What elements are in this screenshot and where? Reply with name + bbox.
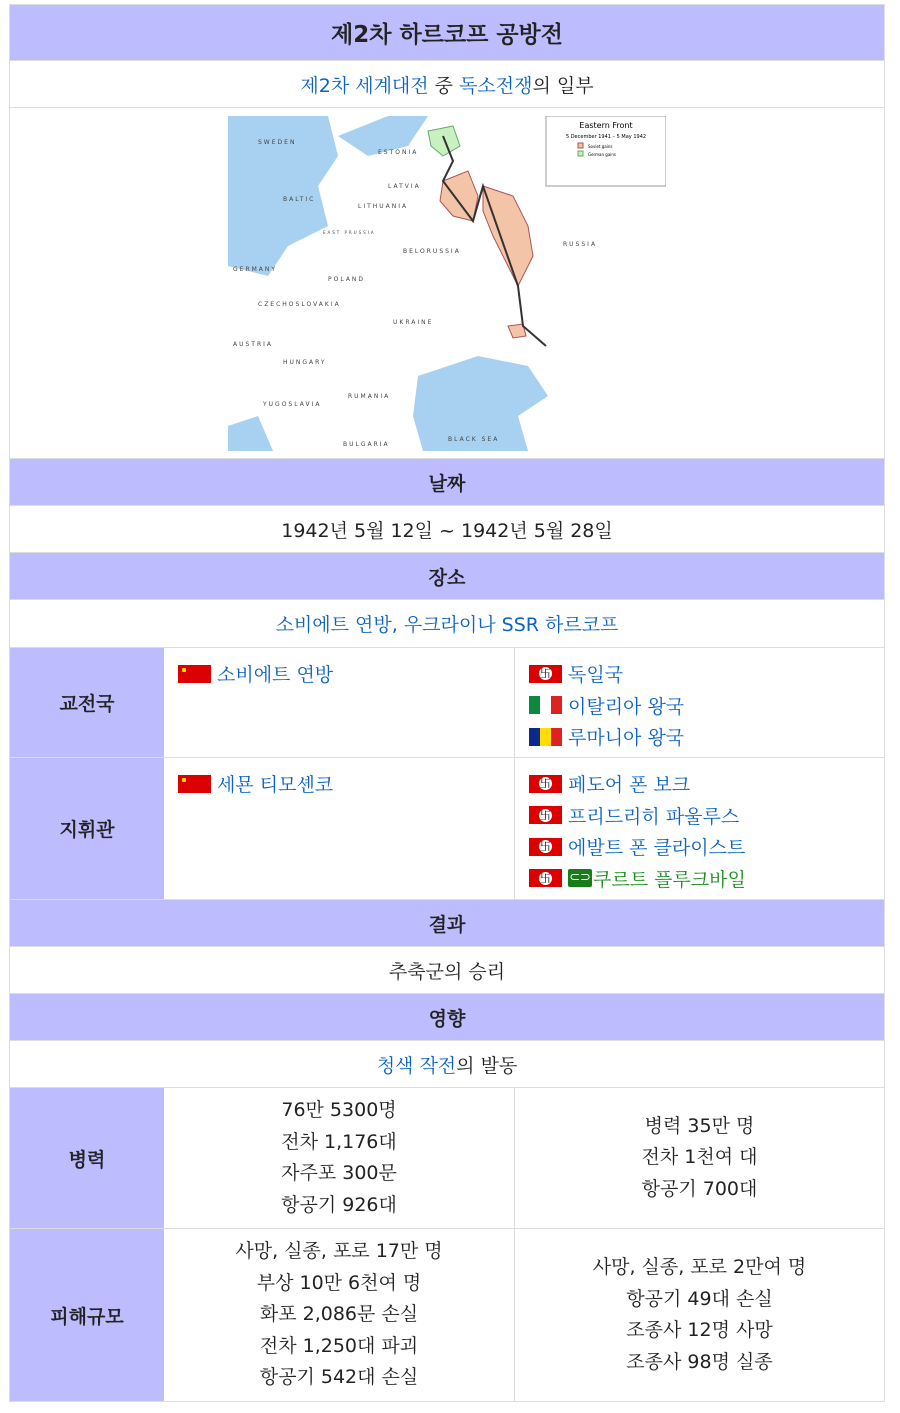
link-paulus[interactable]: 프리드리히 파울루스: [568, 805, 740, 828]
place-link[interactable]: 소비에트 연방, 우크라이나 SSR 하르코프: [275, 614, 619, 636]
date-header: 날짜: [10, 458, 884, 505]
link-pflugbeil[interactable]: 쿠르트 플루크바일: [593, 868, 746, 891]
casualty-line: 조종사 12명 사망: [626, 1319, 773, 1341]
soviet-gains-1: [440, 171, 478, 221]
commanders-side1: [164, 758, 515, 899]
strength-line: 76만 5300명: [281, 1099, 397, 1121]
place-row: [10, 599, 884, 647]
result-header: 결과: [10, 899, 884, 946]
link-romania[interactable]: 루마니아 왕국: [568, 727, 685, 750]
map-label: LITHUANIA: [358, 202, 409, 210]
map-label: GERMANY: [233, 265, 278, 273]
map-label: BULGARIA: [343, 440, 390, 448]
link-germany[interactable]: 독일국: [568, 664, 624, 687]
map-label: BELORUSSIA: [403, 247, 461, 255]
casualties-row: [10, 1228, 884, 1401]
map-label: LATVIA: [388, 182, 421, 190]
commanders-side2: [515, 758, 884, 899]
belligerents-side2: [515, 648, 884, 757]
link-eastern-front[interactable]: 독소전쟁: [459, 74, 533, 97]
map-label: RUMANIA: [348, 392, 391, 400]
strength-side2: [515, 1088, 884, 1228]
casualty-line: 항공기 49대 손실: [626, 1287, 773, 1310]
strength-line: 자주포 300문: [281, 1162, 397, 1184]
legend-soviet-swatch: [578, 143, 583, 148]
map-label: EAST PRUSSIA: [323, 229, 376, 235]
strength-line: 전차 1,176대: [281, 1130, 397, 1153]
legend-german: German gains: [588, 151, 617, 157]
commanders-row: [10, 757, 884, 899]
map-label: UKRAINE: [393, 318, 434, 326]
strength-line: 전차 1천여 대: [641, 1146, 758, 1169]
map-label: HUNGARY: [283, 358, 327, 366]
belligerents-label: 교전국: [10, 648, 164, 757]
external-link-icon: ⊂⊃: [569, 870, 591, 886]
map-label: CZECHOSLOVAKIA: [258, 300, 341, 308]
casualties-side1: [164, 1229, 515, 1401]
ussr-flag-icon: [178, 775, 211, 793]
link-ussr[interactable]: 소비에트 연방: [217, 664, 334, 687]
eastern-front-map[interactable]: [228, 116, 666, 451]
legend-soviet: Soviet gains: [588, 143, 613, 149]
map-label: RUSSIA: [563, 240, 598, 248]
map-label: BLACK SEA: [448, 435, 500, 443]
soviet-gains-2: [483, 186, 533, 286]
strength-line: 항공기 926대: [281, 1193, 397, 1216]
germany-flag-icon: 卐: [529, 775, 562, 793]
place-header: 장소: [10, 552, 884, 599]
strength-line: 병력 35만 명: [644, 1114, 755, 1137]
legend-german-swatch: [578, 151, 583, 156]
casualty-line: 화포 2,086문 손실: [259, 1303, 419, 1326]
date-value: 1942년 5월 12일 ~ 1942년 5월 28일: [10, 505, 884, 552]
casualty-line: 사망, 실종, 포로 17만 명: [235, 1240, 443, 1263]
strength-label: 병력: [10, 1088, 164, 1228]
map-label: YUGOSLAVIA: [263, 400, 322, 408]
infobox-title: 제2차 하르코프 공방전: [10, 5, 884, 60]
romania-flag-icon: [529, 728, 562, 746]
subtitle-text: 중: [428, 74, 460, 97]
germany-flag-icon: 卐: [529, 806, 562, 824]
infobox: [9, 4, 885, 1402]
belligerents-row: [10, 647, 884, 757]
strength-side1: [164, 1088, 515, 1228]
legend-title: Eastern Front: [579, 120, 633, 130]
map-label: SWEDEN: [258, 138, 297, 146]
italy-flag-icon: [529, 696, 562, 714]
germany-flag-icon: 卐: [529, 869, 562, 887]
link-italy[interactable]: 이탈리아 왕국: [568, 695, 685, 718]
casualties-side2: [515, 1229, 884, 1401]
germany-flag-icon: 卐: [529, 665, 562, 683]
germany-flag-icon: 卐: [529, 838, 562, 856]
map-label: BALTIC: [283, 195, 316, 203]
strength-line: 항공기 700대: [641, 1177, 758, 1200]
casualty-line: 부상 10만 6천여 명: [256, 1271, 422, 1294]
map-row: [10, 107, 884, 458]
map-label: POLAND: [328, 275, 366, 283]
link-bock[interactable]: 페도어 폰 보크: [568, 774, 691, 797]
link-case-blue[interactable]: 청색 작전: [376, 1054, 457, 1077]
legend-dates: 5 December 1941 – 5 May 1942: [565, 133, 647, 140]
link-kleist[interactable]: 에발트 폰 클라이스트: [568, 837, 746, 860]
impact-row: [10, 1040, 884, 1087]
casualty-line: 항공기 542대 손실: [259, 1366, 419, 1389]
map-label: AUSTRIA: [233, 340, 274, 348]
belligerents-side1: [164, 648, 515, 757]
casualty-line: 사망, 실종, 포로 2만여 명: [592, 1256, 807, 1278]
subtitle-tail: 의 일부: [532, 74, 594, 97]
map-label: ESTONIA: [378, 148, 419, 156]
strength-row: [10, 1087, 884, 1228]
link-timoshenko[interactable]: 세묜 티모셴코: [217, 774, 334, 797]
sea-adriatic: [228, 416, 273, 451]
result-value: 추축군의 승리: [10, 946, 884, 993]
link-ww2[interactable]: 제2차 세계대전: [300, 74, 429, 97]
ussr-flag-icon: [178, 665, 211, 683]
casualties-label: 피해규모: [10, 1229, 164, 1401]
impact-tail: 의 발동: [456, 1054, 518, 1077]
subtitle: [10, 60, 884, 107]
impact-header: 영향: [10, 993, 884, 1040]
casualty-line: 조종사 98명 실종: [626, 1350, 773, 1373]
commanders-label: 지휘관: [10, 758, 164, 899]
casualty-line: 전차 1,250대 파괴: [259, 1334, 419, 1357]
